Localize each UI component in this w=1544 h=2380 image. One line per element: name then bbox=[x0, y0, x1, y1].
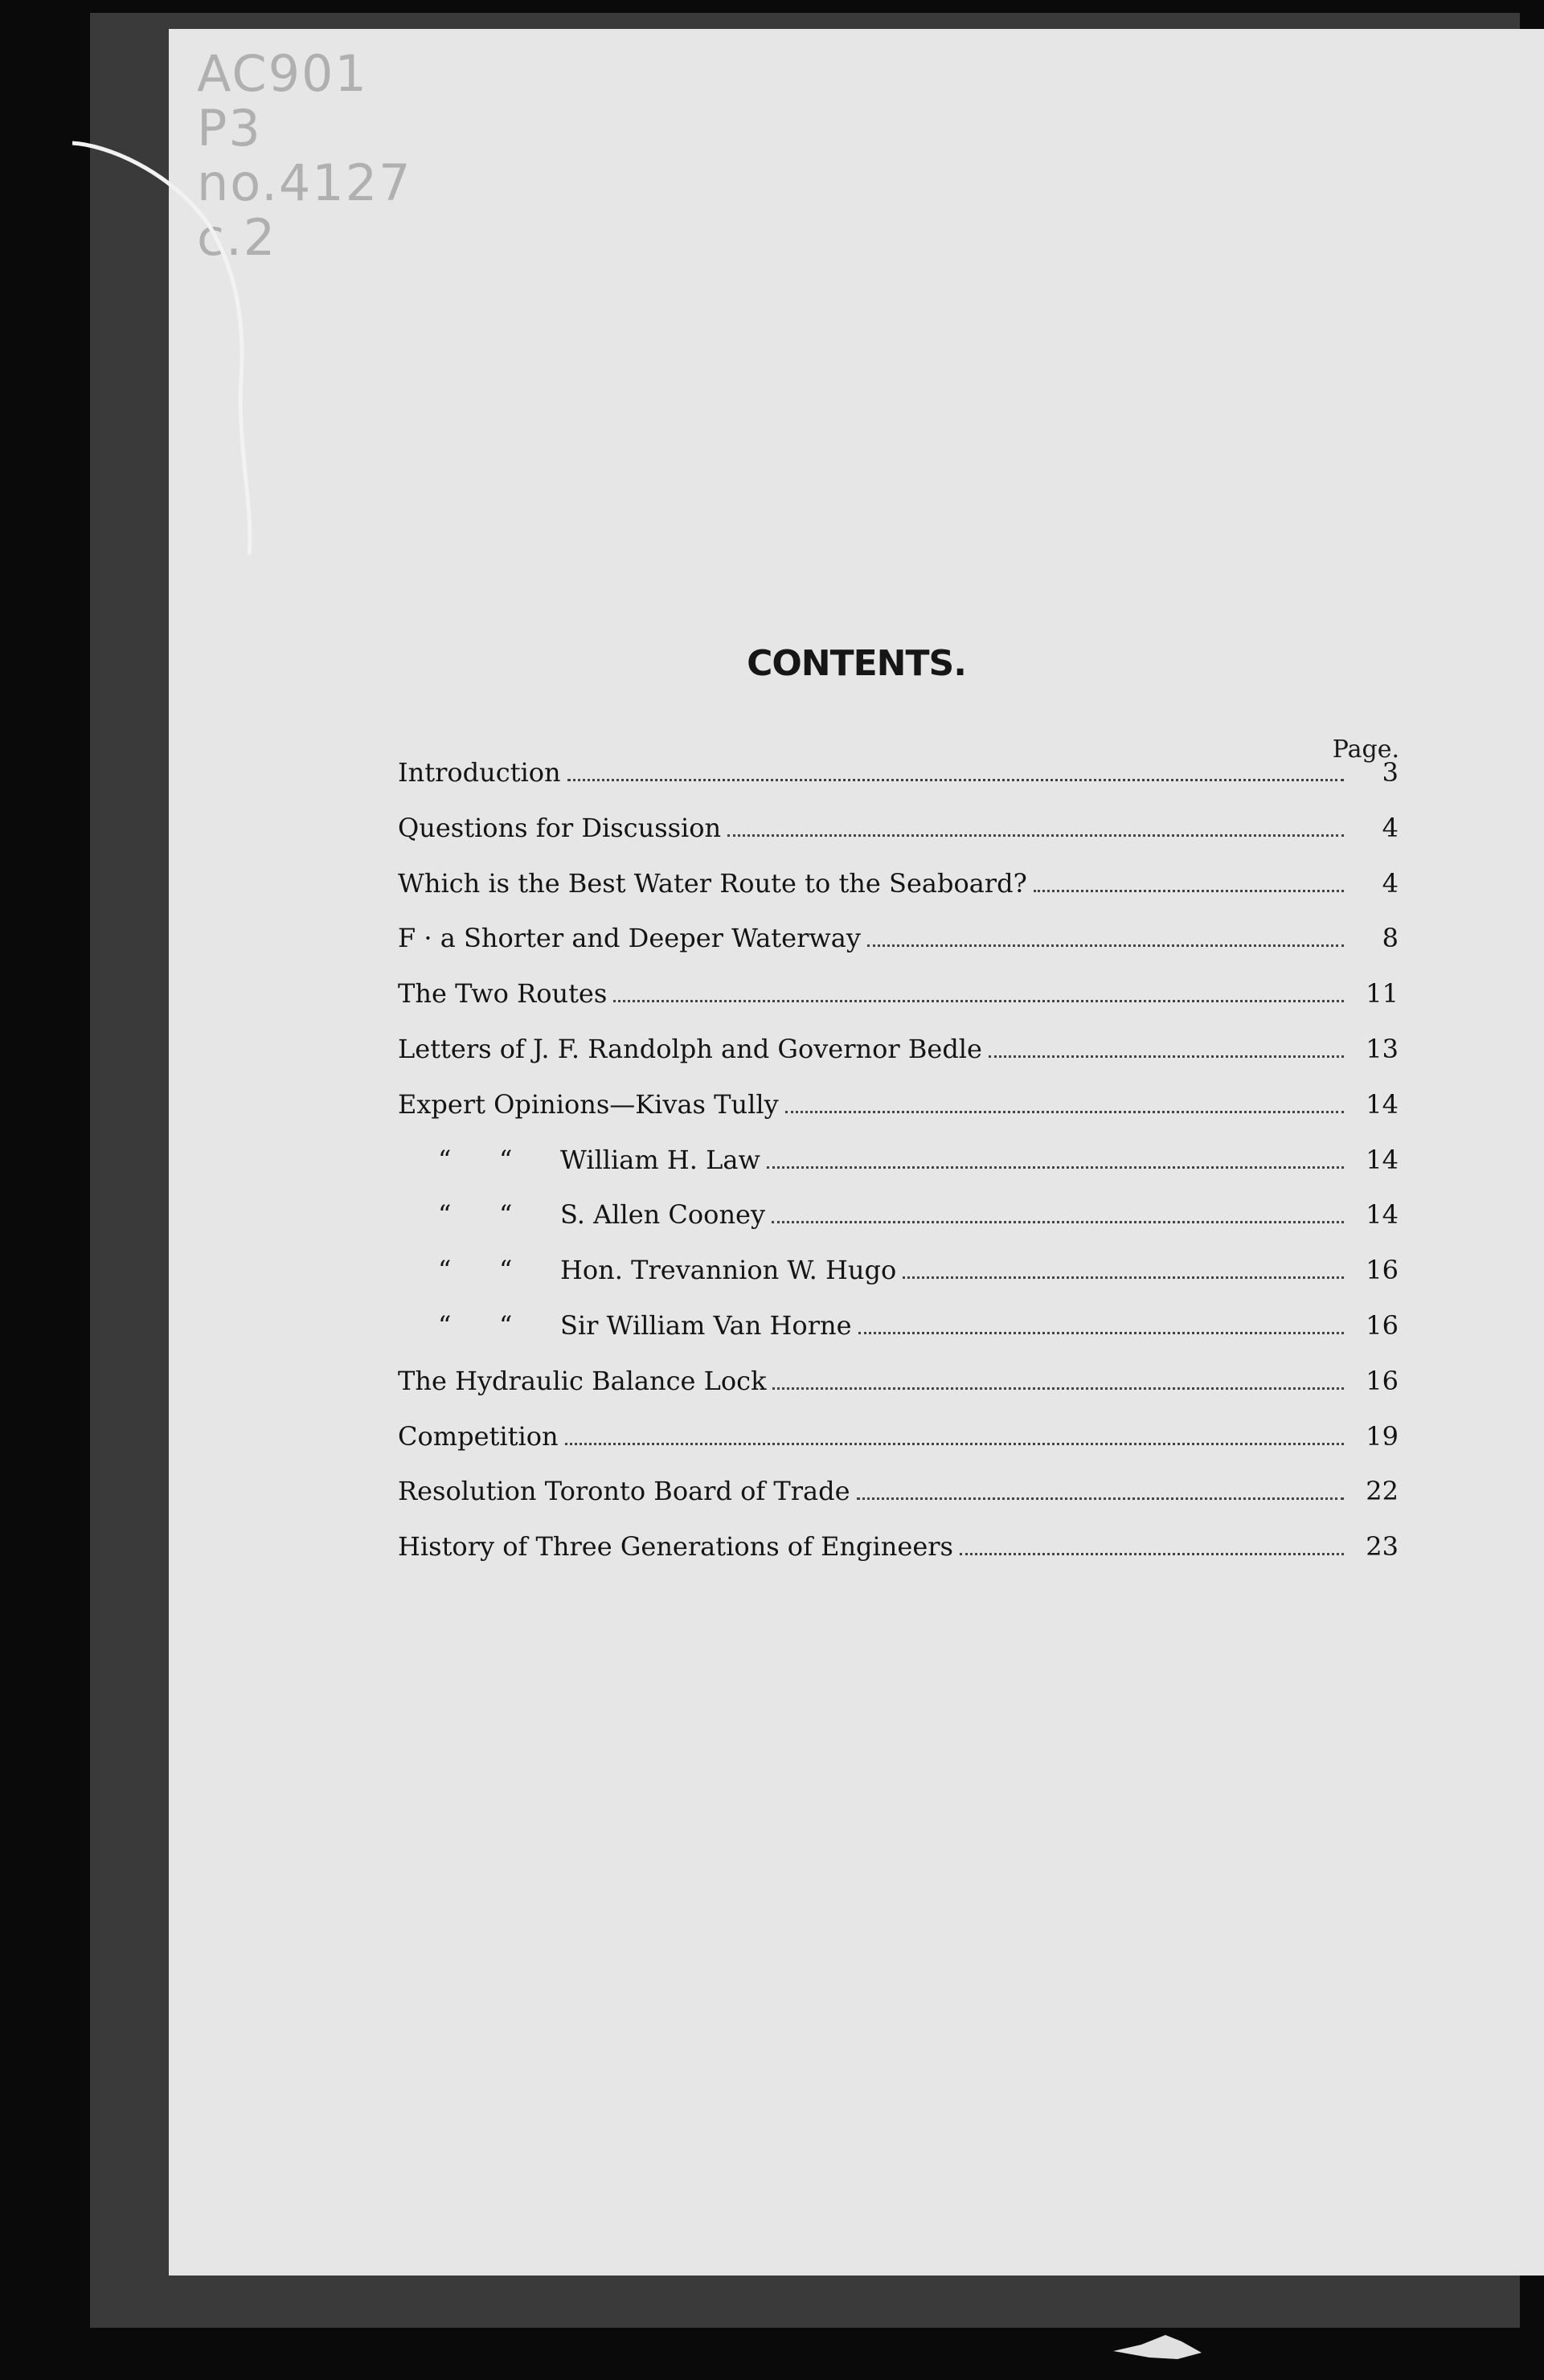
ditto-mark: “ bbox=[499, 1199, 513, 1231]
dot-leader bbox=[772, 1221, 1344, 1223]
toc-entry-page: 14 bbox=[1366, 1199, 1399, 1231]
dot-leader bbox=[767, 1166, 1344, 1169]
toc-entry bbox=[398, 868, 1399, 924]
dot-leader bbox=[727, 834, 1344, 837]
toc-entry-page: 19 bbox=[1366, 1420, 1399, 1452]
toc-entry bbox=[398, 813, 1399, 868]
toc-entry-label: Hon. Trevannion W. Hugo bbox=[560, 1255, 897, 1286]
catalog-mark-line: no.4127 bbox=[197, 154, 412, 212]
toc-entry-label: Questions for Discussion bbox=[398, 812, 722, 843]
toc-entry-label: S. Allen Cooney bbox=[560, 1199, 766, 1231]
page-column-label: Page. bbox=[1332, 735, 1399, 764]
ditto-mark: “ bbox=[438, 1255, 452, 1286]
toc-entry-page: 14 bbox=[1366, 1144, 1399, 1175]
toc-entry-label: Introduction bbox=[398, 757, 561, 788]
page-title: CONTENTS. bbox=[747, 643, 966, 684]
dot-leader bbox=[772, 1387, 1344, 1390]
dot-leader bbox=[903, 1276, 1344, 1279]
catalog-mark-line: AC901 bbox=[197, 44, 368, 103]
toc-entry-label: William H. Law bbox=[560, 1144, 760, 1175]
toc-subentry bbox=[398, 1145, 1399, 1200]
toc-subentry bbox=[398, 1199, 1399, 1255]
toc-entry bbox=[398, 757, 1399, 813]
ditto-mark: “ bbox=[438, 1309, 452, 1341]
dot-leader bbox=[567, 779, 1344, 781]
dot-leader bbox=[565, 1443, 1344, 1445]
toc-entry bbox=[398, 1476, 1399, 1531]
toc-entry-label: Which is the Best Water Route to the Seaboard? bbox=[398, 867, 1027, 899]
toc-entry-page: 13 bbox=[1366, 1033, 1399, 1064]
dot-leader bbox=[613, 1000, 1344, 1002]
toc-entry-page: 22 bbox=[1366, 1476, 1399, 1507]
toc-entry bbox=[398, 978, 1399, 1034]
ditto-mark: “ bbox=[438, 1144, 452, 1175]
dot-leader bbox=[857, 1497, 1344, 1500]
catalog-mark-line: P3 bbox=[197, 99, 262, 158]
dot-leader bbox=[858, 1332, 1344, 1334]
toc-entry-label: Resolution Toronto Board of Trade bbox=[398, 1476, 850, 1507]
toc-entry-page: 4 bbox=[1382, 812, 1399, 843]
binding-clip bbox=[1109, 2327, 1206, 2367]
toc-entry-label: Expert Opinions—Kivas Tully bbox=[398, 1088, 779, 1120]
dot-leader bbox=[960, 1553, 1344, 1555]
toc-entry-label: The Hydraulic Balance Lock bbox=[398, 1365, 767, 1396]
toc-subentry bbox=[398, 1255, 1399, 1310]
dot-leader bbox=[989, 1055, 1344, 1058]
toc-entry-page: 8 bbox=[1382, 923, 1399, 954]
toc-entry-page: 4 bbox=[1382, 867, 1399, 899]
toc-entry-label: F · a Shorter and Deeper Waterway bbox=[398, 923, 861, 954]
ditto-mark: “ bbox=[499, 1255, 513, 1286]
toc-subentry bbox=[398, 1310, 1399, 1366]
toc-entry-label: Sir William Van Horne bbox=[560, 1309, 852, 1341]
toc-entry-label: Letters of J. F. Randolph and Governor Bedle bbox=[398, 1033, 982, 1064]
toc-entry-page: 14 bbox=[1366, 1088, 1399, 1120]
toc-entry-label: History of Three Generations of Engineers bbox=[398, 1531, 953, 1563]
toc-entry bbox=[398, 1421, 1399, 1477]
toc-entry-page: 11 bbox=[1366, 978, 1399, 1010]
toc-entry-page: 16 bbox=[1366, 1365, 1399, 1396]
catalog-mark-line: c.2 bbox=[197, 208, 277, 267]
ditto-mark: “ bbox=[499, 1144, 513, 1175]
dot-leader bbox=[1034, 890, 1344, 892]
toc-entry-page: 3 bbox=[1382, 757, 1399, 788]
toc-entry bbox=[398, 1089, 1399, 1145]
ditto-mark: “ bbox=[499, 1309, 513, 1341]
dot-leader bbox=[785, 1111, 1344, 1113]
toc-entry bbox=[398, 1034, 1399, 1089]
toc-entry-label: The Two Routes bbox=[398, 978, 608, 1010]
toc-entry-label: Competition bbox=[398, 1420, 559, 1452]
table-of-contents bbox=[398, 757, 1399, 1587]
binding-string bbox=[72, 137, 281, 555]
toc-entry bbox=[398, 1366, 1399, 1421]
toc-entry bbox=[398, 1531, 1399, 1587]
toc-entry-page: 16 bbox=[1366, 1309, 1399, 1341]
toc-entry-page: 16 bbox=[1366, 1255, 1399, 1286]
toc-entry bbox=[398, 923, 1399, 978]
toc-entry-page: 23 bbox=[1366, 1531, 1399, 1563]
ditto-mark: “ bbox=[438, 1199, 452, 1231]
dot-leader bbox=[867, 944, 1344, 947]
